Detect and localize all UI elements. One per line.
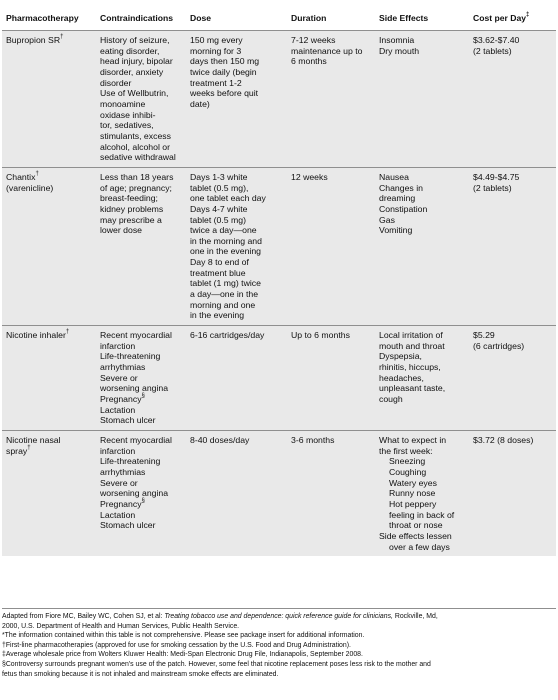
footnote-mark: § — [141, 498, 145, 505]
header-footnote-mark: ‡ — [526, 12, 530, 19]
side-effects-line: dreaming — [379, 193, 416, 204]
side-effects-line: over a few days — [389, 541, 450, 552]
footnote-double-dagger: ‡Average wholesale price from Wolters Kluwer Health: Medi-Span Electronic Drug File, Indianapolis, September 2008. — [2, 651, 363, 659]
cell-cost — [469, 326, 556, 431]
contraindications-line: stimulants, excess — [100, 130, 171, 141]
contraindications-line: Recent myocardial — [100, 330, 172, 341]
footnote-section-line1: §Controversy surrounds pregnant women’s use of the patch. However, some feel that nicotine replacement poses less risk to the mother and — [2, 660, 431, 668]
footnote-star: *The information contained within this table is not comprehensive. Please see package insert for additional information. — [2, 632, 365, 640]
contraindications-line: Stomach ulcer — [100, 415, 156, 426]
dose-line: tablet (0.5 mg), — [190, 182, 249, 193]
cell-pharmacotherapy — [2, 31, 96, 168]
cost-line: $4.49-$4.75 — [473, 171, 520, 182]
cell-side-effects — [375, 167, 469, 325]
side-effects-line: the first week: — [379, 445, 433, 456]
footnote-dagger: †First-line pharmacotherapies (approved for use for smoking cessation by the U.S. Food and Drug Administration). — [2, 641, 351, 649]
cell-duration — [287, 326, 375, 431]
side-effects-line: Hot peppery — [389, 498, 437, 509]
drug-name-line: (varenicline) — [6, 182, 54, 193]
table-row — [2, 326, 556, 431]
dose-line: Days 4-7 white — [190, 203, 248, 214]
dose-line: Day 8 to end of — [190, 257, 249, 268]
table-footnotes — [2, 608, 556, 679]
dose-line: 6-16 cartridges/day — [190, 330, 265, 341]
cell-side-effects — [375, 31, 469, 168]
table-body — [2, 31, 556, 557]
header-dose — [186, 5, 287, 31]
side-effects-line: Constipation — [379, 203, 428, 214]
contraindications-line: Stomach ulcer — [100, 520, 156, 531]
header-contraindications — [96, 5, 186, 31]
dose-line: Days 1-3 white — [190, 171, 248, 182]
contraindications-line: oxidase inhibi- — [100, 109, 156, 120]
drug-name-line: Nicotine nasal — [6, 434, 61, 445]
header-duration — [287, 5, 375, 31]
side-effects-line: mouth and throat — [379, 340, 445, 351]
cell-duration — [287, 430, 375, 556]
header-label: Side Effects — [379, 13, 429, 23]
contraindications-line: Life-threatening — [100, 351, 161, 362]
header-label: Contraindications — [100, 13, 174, 23]
duration-line: Up to 6 months — [291, 330, 350, 341]
contraindications-line: Severe or — [100, 372, 138, 383]
header-label: Pharmacotherapy — [6, 13, 79, 23]
cell-pharmacotherapy — [2, 326, 96, 431]
header-cost-per-day — [469, 5, 556, 31]
first-line-mark: † — [35, 170, 39, 177]
contraindications-line: Life-threatening — [100, 456, 161, 467]
cell-dose — [186, 31, 287, 168]
contraindications-line: Lactation — [100, 404, 136, 415]
cell-dose — [186, 167, 287, 325]
cost-line: $5.29 — [473, 330, 495, 341]
table-row — [2, 167, 556, 325]
side-effects-line: Insomnia — [379, 35, 415, 45]
contraindications-line: disorder, anxiety — [100, 66, 164, 77]
cell-contraindications — [96, 31, 186, 168]
cell-pharmacotherapy — [2, 167, 96, 325]
side-effects-line: What to expect in — [379, 434, 447, 445]
side-effects-line: Vomiting — [379, 225, 413, 236]
contraindications-line: disorder — [100, 77, 132, 88]
side-effects-line: Coughing — [389, 466, 427, 477]
dose-line: twice daily (begin — [190, 66, 257, 77]
contraindications-line: Pregnancy§ — [100, 498, 145, 509]
side-effects-line: Watery eyes — [389, 477, 437, 488]
duration-line: 12 weeks — [291, 171, 328, 182]
table-row — [2, 430, 556, 556]
contraindications-line: worsening angina — [100, 488, 169, 499]
contraindications-line: may prescribe a — [100, 214, 162, 225]
cell-side-effects — [375, 430, 469, 556]
duration-line: 3-6 months — [291, 434, 335, 445]
contraindications-line: Lactation — [100, 509, 136, 520]
dose-line: one in the evening — [190, 246, 262, 257]
dose-line: twice a day—one — [190, 225, 257, 236]
side-effects-line: throat or nose — [389, 520, 443, 531]
footnote-mark: § — [141, 393, 145, 400]
cell-contraindications — [96, 430, 186, 556]
dose-line: morning and one — [190, 299, 256, 310]
cell-cost — [469, 430, 556, 556]
drug-name-line: Chantix† — [6, 170, 39, 182]
dose-line: tablet (0.5 mg) — [190, 214, 247, 225]
header-label: Cost per Day — [473, 13, 527, 23]
header-label: Dose — [190, 13, 212, 23]
contraindications-line: History of seizure, — [100, 35, 170, 45]
dose-line: 8-40 doses/day — [190, 434, 250, 445]
side-effects-line: Dry mouth — [379, 45, 420, 56]
contraindications-line: eating disorder, — [100, 45, 160, 56]
contraindications-line: arrhythmias — [100, 466, 146, 477]
cell-side-effects — [375, 326, 469, 431]
citation-place: Rockville, Md, — [392, 613, 438, 620]
contraindications-line: of age; pregnancy; — [100, 182, 172, 193]
side-effects-line: Nausea — [379, 171, 409, 182]
pharmacotherapy-table — [2, 5, 556, 556]
contraindications-line: infarction — [100, 340, 136, 351]
cell-pharmacotherapy — [2, 430, 96, 556]
dose-line: in the evening — [190, 310, 245, 321]
contraindications-line: Less than 18 years — [100, 171, 174, 182]
contraindications-line: Severe or — [100, 477, 138, 488]
header-side-effects — [375, 5, 469, 31]
contraindications-line: Use of Wellbutrin, — [100, 88, 169, 99]
side-effects-line: headaches, — [379, 372, 424, 383]
drug-name-line: Nicotine inhaler† — [6, 329, 70, 341]
duration-line: 7-12 weeks — [291, 35, 336, 45]
dose-line: one tablet each day — [190, 193, 266, 204]
side-effects-line: Changes in — [379, 182, 423, 193]
drug-name-line: spray† — [6, 444, 31, 456]
footnote-section-line2: fetus than smoking because it is not inhaled and mainstream smoke effects are eliminated. — [2, 670, 279, 678]
cell-contraindications — [96, 167, 186, 325]
dose-line: a day—one in the — [190, 289, 259, 300]
side-effects-line: cough — [379, 394, 403, 404]
cell-dose — [186, 430, 287, 556]
side-effects-line: unpleasant taste, — [379, 383, 446, 394]
contraindications-line: breast-feeding; — [100, 193, 158, 204]
dose-line: 150 mg every — [190, 35, 243, 45]
drug-name-line: Bupropion SR† — [6, 34, 64, 45]
dose-line: treatment blue — [190, 267, 246, 278]
contraindications-line: alcohol, alcohol or — [100, 141, 171, 152]
cost-line: (6 cartridges) — [473, 340, 525, 351]
contraindications-line: Pregnancy§ — [100, 393, 145, 404]
duration-line: maintenance up to — [291, 45, 363, 56]
contraindications-line: monoamine — [100, 98, 146, 109]
contraindications-line: kidney problems — [100, 203, 164, 214]
contraindications-line: arrhythmias — [100, 362, 146, 373]
contraindications-line: sedative withdrawal — [100, 152, 176, 163]
citation-authors: Adapted from Fiore MC, Bailey WC, Cohen SJ, et al: — [2, 613, 165, 620]
source-citation-line2: 2000, U.S. Department of Health and Human Services, Public Health Service. — [2, 622, 240, 630]
contraindications-line: lower dose — [100, 225, 143, 236]
side-effects-line: Local irritation of — [379, 330, 443, 341]
dose-line: weeks before quit — [190, 88, 259, 99]
cell-duration — [287, 167, 375, 325]
header-label: Duration — [291, 13, 327, 23]
duration-line: 6 months — [291, 56, 327, 67]
side-effects-line: Sneezing — [389, 456, 426, 467]
dose-line: in the morning and — [190, 235, 262, 246]
source-citation — [2, 612, 556, 622]
side-effects-line: Side effects lessen — [379, 530, 452, 541]
contraindications-line: tor, sedatives, — [100, 120, 154, 131]
cost-line: (2 tablets) — [473, 182, 512, 193]
contraindications-line: head injury, bipolar — [100, 56, 173, 67]
side-effects-line: Runny nose — [389, 488, 436, 499]
citation-title: Treating tobacco use and dependence: quick reference guide for clinicians, — [164, 613, 393, 620]
side-effects-line: rhinitis, hiccups, — [379, 362, 441, 373]
first-line-mark: † — [60, 34, 64, 41]
side-effects-line: Gas — [379, 214, 395, 225]
cell-contraindications — [96, 326, 186, 431]
header-pharmacotherapy — [2, 5, 96, 31]
side-effects-line: feeling in back of — [389, 509, 455, 520]
contraindications-line: Recent myocardial — [100, 434, 172, 445]
dose-line: treatment 1-2 — [190, 77, 242, 88]
table-row — [2, 31, 556, 168]
cell-cost — [469, 167, 556, 325]
dose-line: days then 150 mg — [190, 56, 260, 67]
first-line-mark: † — [65, 329, 70, 336]
cell-cost — [469, 31, 556, 168]
cost-line: (2 tablets) — [473, 45, 512, 56]
first-line-mark: † — [27, 444, 31, 451]
dose-line: morning for 3 — [190, 45, 242, 56]
side-effects-line: Dyspepsia, — [379, 351, 422, 362]
contraindications-line: infarction — [100, 445, 136, 456]
dose-line: tablet (1 mg) twice — [190, 278, 261, 289]
cell-duration — [287, 31, 375, 168]
dose-line: date) — [190, 98, 210, 109]
contraindications-line: worsening angina — [100, 383, 169, 394]
cost-line: $3.62-$7.40 — [473, 35, 520, 45]
cost-line: $3.72 (8 doses) — [473, 434, 534, 445]
cell-dose — [186, 326, 287, 431]
table-header-row — [2, 5, 556, 31]
